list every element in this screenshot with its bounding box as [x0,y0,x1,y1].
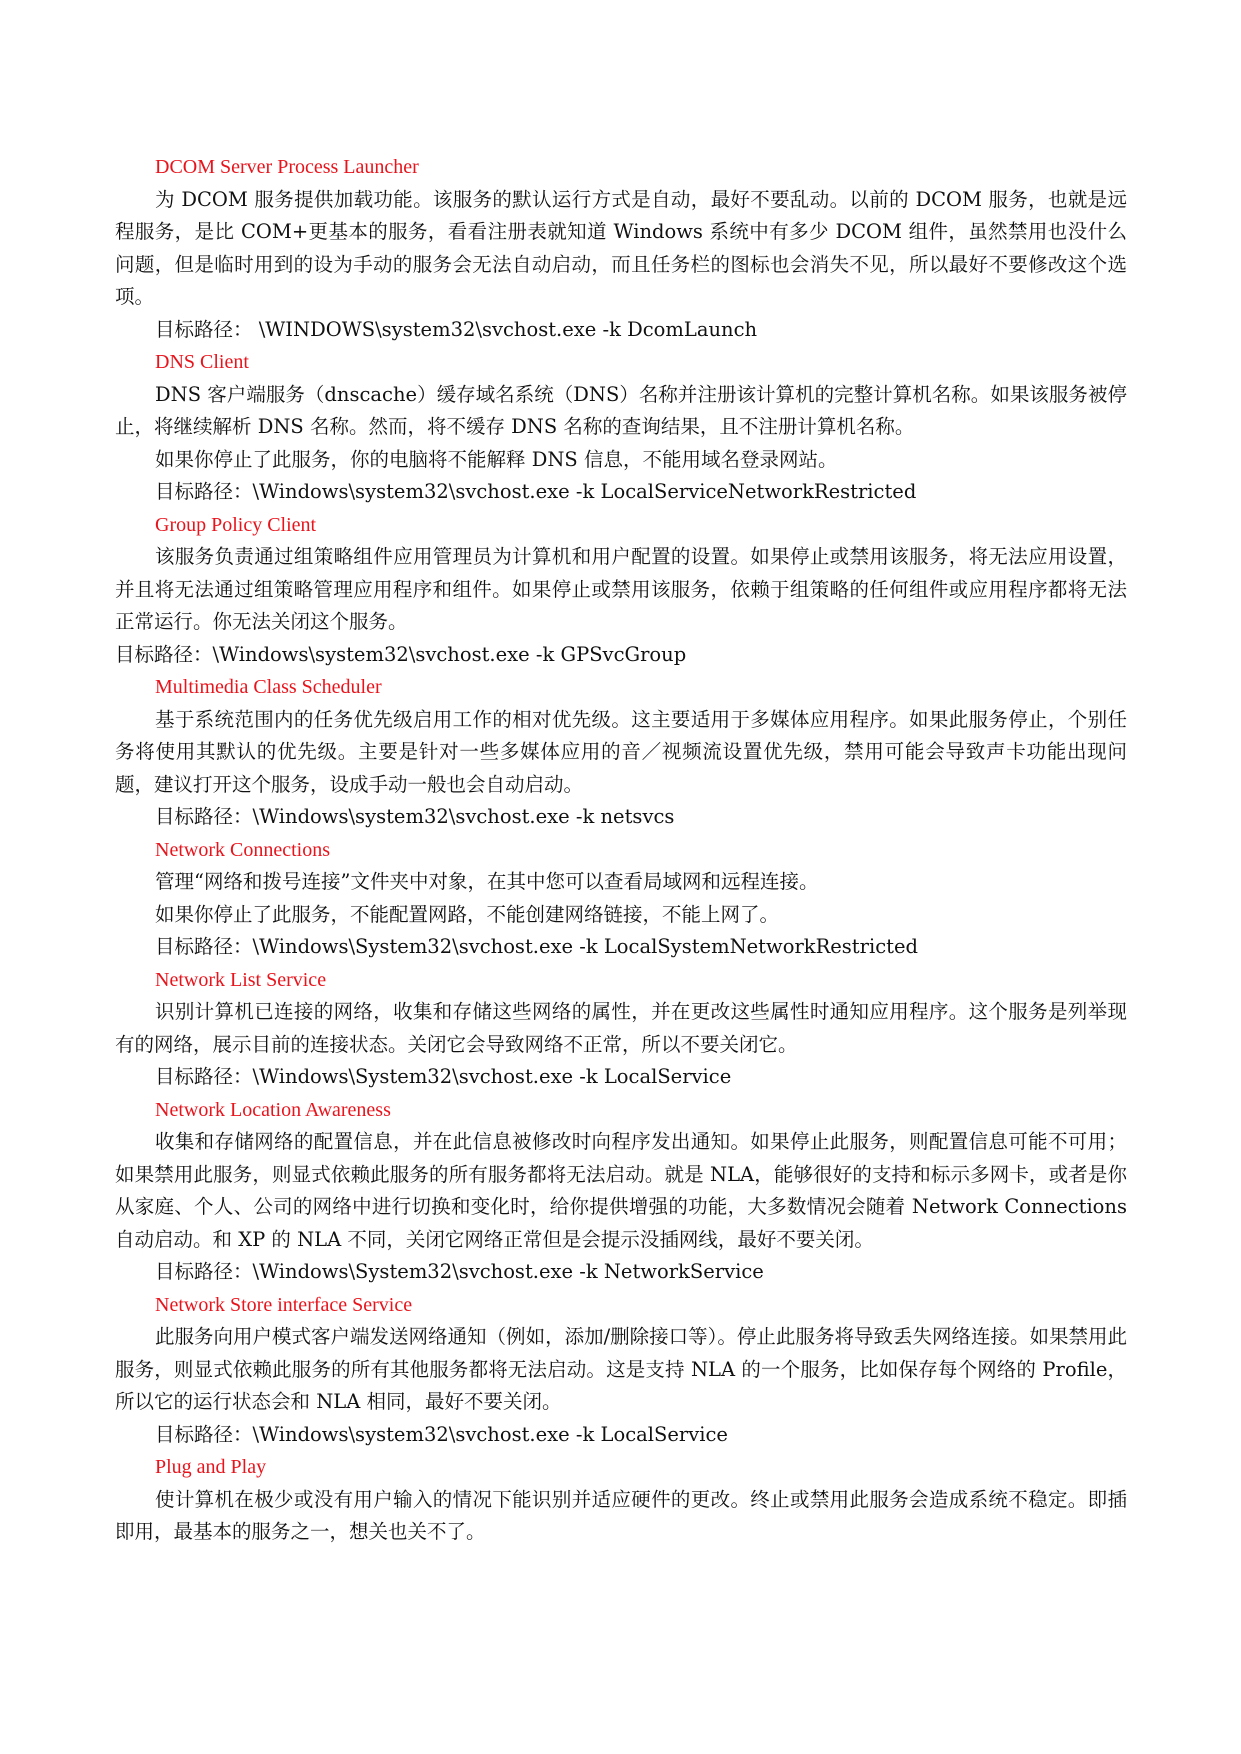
section-title: Network Store interface Service [155,1293,413,1316]
section-paragraph: 如果你停止了此服务，你的电脑将不能解释 DNS 信息，不能用域名登录网站。 [155,447,838,471]
document-page [115,151,1127,1549]
section-paragraph: DNS 客户端服务（dnscache）缓存域名系统（DNS）名称并注册该计算机的完整计算机名称。如果该服务被停止，将继续解析 DNS 名称。然而，将不缓存 DNS 名称的查询结果，且不注册计算机名称。 [115,382,1127,438]
section-dns-client [115,346,1127,509]
target-path: 目标路径：\Windows\system32\svchost.exe -k LocalService [155,1422,728,1446]
section-network-store-interface-service [115,1289,1127,1452]
target-path: 目标路径：\Windows\system32\svchost.exe -k GPSvcGroup [115,642,687,666]
section-network-location-awareness [115,1094,1127,1289]
section-title: Network Location Awareness [155,1098,391,1121]
section-paragraph: 识别计算机已连接的网络，收集和存储这些网络的属性，并在更改这些属性时通知应用程序。这个服务是列举现有的网络，展示目前的连接状态。关闭它会导致网络不正常，所以不要关闭它。 [115,1000,1127,1056]
target-path: 目标路径： \WINDOWS\system32\svchost.exe -k DcomLaunch [155,317,758,341]
section-paragraph: 使计算机在极少或没有用户输入的情况下能识别并适应硬件的更改。终止或禁用此服务会造成系统不稳定。即插即用，最基本的服务之一，想关也关不了。 [115,1487,1127,1543]
section-multimedia-class-scheduler [115,671,1127,834]
target-path: 目标路径：\Windows\system32\svchost.exe -k netsvcs [155,805,675,828]
section-group-policy-client [115,509,1127,672]
target-path: 目标路径：\Windows\system32\svchost.exe -k LocalServiceNetworkRestricted [155,480,917,503]
section-title: Network List Service [155,968,327,991]
section-title: DNS Client [155,351,249,373]
section-paragraph: 基于系统范围内的任务优先级启用工作的相对优先级。这主要适用于多媒体应用程序。如果此服务停止，个别任务将使用其默认的优先级。主要是针对一些多媒体应用的音／视频流设置优先级，禁用可能会导致声卡功能出现问题，建议打开这个服务，设成手动一般也会自动启动。 [115,707,1127,796]
section-dcom-server-process-launcher [115,151,1127,346]
section-paragraph: 收集和存储网络的配置信息，并在此信息被修改时向程序发出通知。如果停止此服务，则配置信息可能不可用；如果禁用此服务，则显式依赖此服务的所有服务都将无法启动。就是 NLA，能够很好的支持和标示多网卡，或者是你从家庭、个人、公司的网络中进行切换和变化时，给你提供增强的功能，大多数情况会随着 Network Connections 自动启动。和 XP 的 NLA 不同，关闭它网络正常但是会提示没插网线，最好不要关闭。 [115,1130,1127,1251]
section-paragraph: 此服务向用户模式客户端发送网络通知（例如，添加/删除接口等）。停止此服务将导致丢失网络连接。如果禁用此服务，则显式依赖此服务的所有其他服务都将无法启动。这是支持 NLA 的一个服务，比如保存每个网络的 Profile，所以它的运行状态会和 NLA 相同，最好不要关闭。 [115,1325,1127,1413]
target-path: 目标路径：\Windows\System32\svchost.exe -k LocalSystemNetworkRestricted [155,935,918,958]
section-paragraph: 该服务负责通过组策略组件应用管理员为计算机和用户配置的设置。如果停止或禁用该服务，将无法应用设置，并且将无法通过组策略管理应用程序和组件。如果停止或禁用该服务，依赖于组策略的任何组件或应用程序都将无法正常运行。你无法关闭这个服务。 [115,545,1127,633]
section-title: Multimedia Class Scheduler [155,676,382,698]
target-path: 目标路径：\Windows\System32\svchost.exe -k NetworkService [155,1260,764,1283]
section-network-connections [115,834,1127,964]
section-title: Network Connections [155,838,330,861]
section-plug-and-play [115,1451,1127,1549]
section-title: Group Policy Client [155,513,317,536]
section-network-list-service [115,964,1127,1094]
section-paragraph: 管理“网络和拨号连接”文件夹中对象，在其中您可以查看局域网和远程连接。 [155,870,819,893]
section-paragraph: 为 DCOM 服务提供加载功能。该服务的默认运行方式是自动，最好不要乱动。以前的 DCOM 服务，也就是远程服务，是比 COM+更基本的服务，看看注册表就知道 Windows 系统中有多少 DCOM 组件，虽然禁用也没什么问题，但是临时用到的设为手动的服务会无法自动启动，而且任务栏的图标也会消失不见，所以最好不要修改这个选项。 [115,187,1127,308]
section-title: DCOM Server Process Launcher [155,156,419,178]
section-title: Plug and Play [155,1456,267,1478]
target-path: 目标路径：\Windows\System32\svchost.exe -k LocalService [155,1065,732,1088]
section-paragraph: 如果你停止了此服务，不能配置网路，不能创建网络链接，不能上网了。 [155,902,780,926]
